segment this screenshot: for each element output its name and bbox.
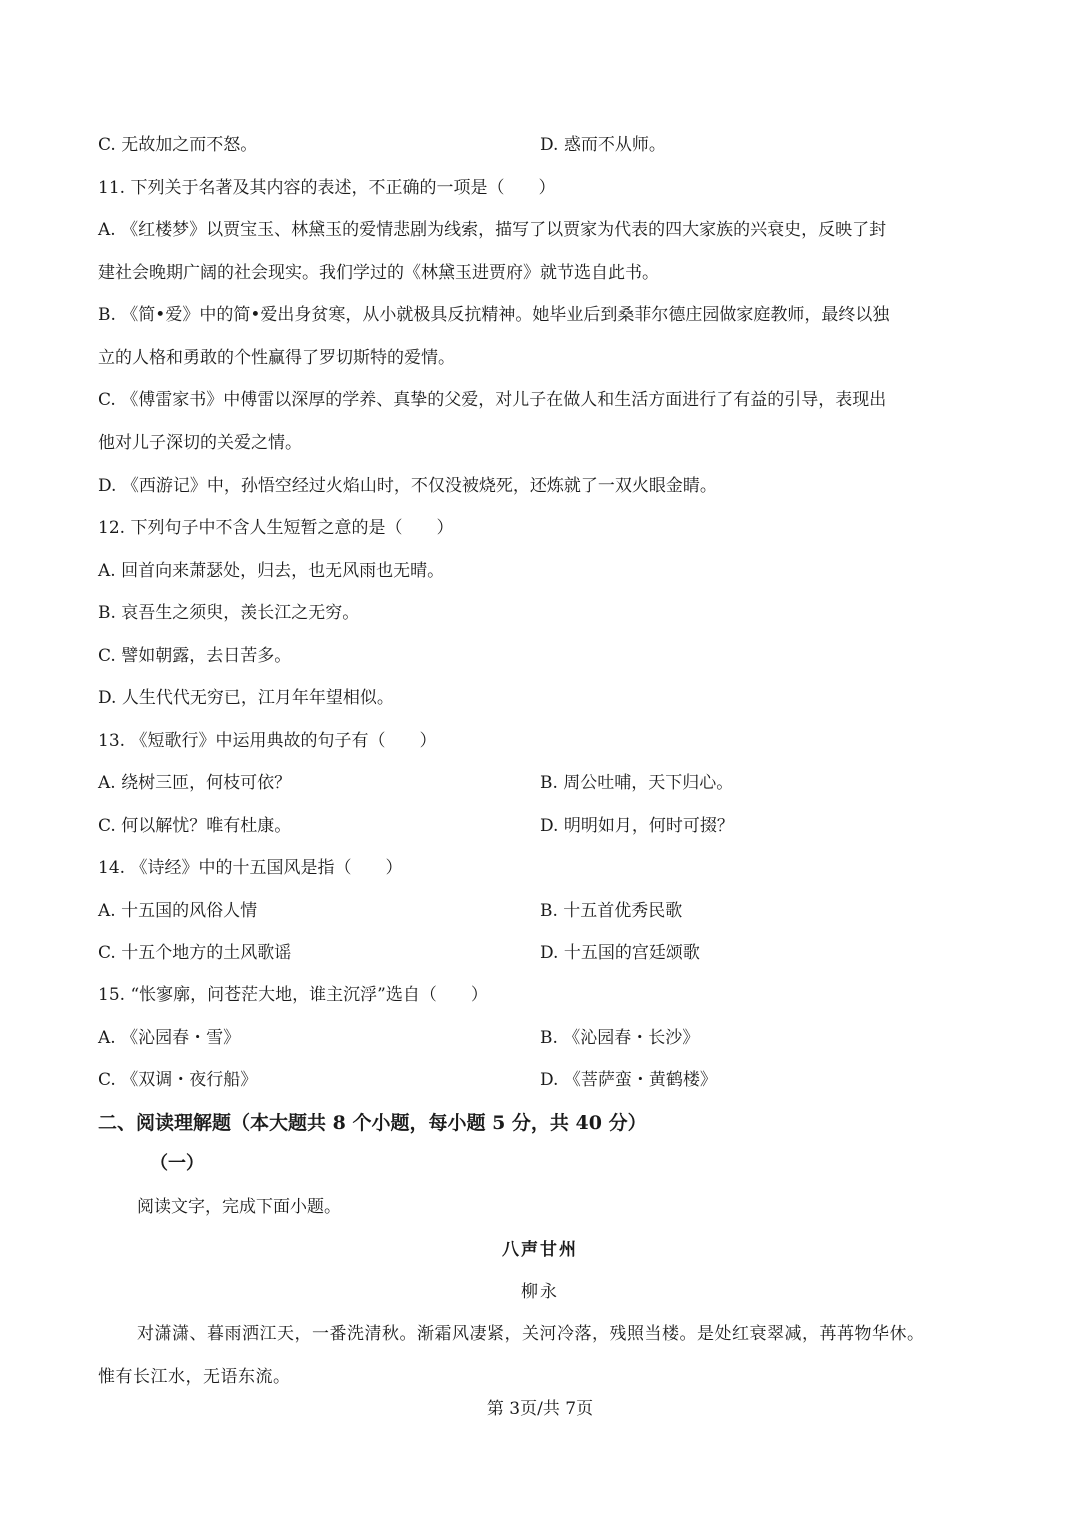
q11-stem: 11. 下列关于名著及其内容的表述，不正确的一项是（ ） bbox=[98, 178, 556, 198]
page-footer: 第 3页/共 7页 bbox=[486, 1399, 594, 1419]
poem-line-1: 对潇潇、暮雨洒江天，一番洗清秋。渐霜风凄紧，关河冷落，残照当楼。是处红衰翠减，苒苒物华休。 bbox=[137, 1324, 925, 1344]
q10-option-d: D. 惑而不从师。 bbox=[540, 135, 666, 155]
q11-option-a-line2: 建社会晚期广阔的社会现实。我们学过的《林黛玉进贾府》就节选自此书。 bbox=[98, 263, 659, 283]
q11-option-d: D. 《西游记》中，孙悟空经过火焰山时，不仅没被烧死，还炼就了一双火眼金睛。 bbox=[98, 476, 717, 496]
q12-option-a: A. 回首向来萧瑟处，归去，也无风雨也无晴。 bbox=[98, 561, 445, 581]
q11-option-c-line2: 他对儿子深切的关爱之情。 bbox=[98, 433, 302, 453]
reading-instruction: 阅读文字，完成下面小题。 bbox=[137, 1197, 341, 1217]
q13-option-c: C. 何以解忧？唯有杜康。 bbox=[98, 816, 292, 836]
section-2-heading: 二、阅读理解题（本大题共 8 个小题，每小题 5 分，共 40 分） bbox=[98, 1112, 647, 1134]
q14-option-a: A. 十五国的风俗人情 bbox=[98, 901, 258, 921]
q12-option-c: C. 譬如朝露，去日苦多。 bbox=[98, 646, 292, 666]
q14-stem: 14. 《诗经》中的十五国风是指（ ） bbox=[98, 858, 403, 878]
q13-stem: 13. 《短歌行》中运用典故的句子有（ ） bbox=[98, 731, 437, 751]
q13-option-a: A. 绕树三匝，何枝可依？ bbox=[98, 773, 292, 793]
q12-option-d: D. 人生代代无穷已，江月年年望相似。 bbox=[98, 688, 394, 708]
poem-author: 柳永 bbox=[521, 1282, 559, 1302]
q14-option-d: D. 十五国的宫廷颂歌 bbox=[540, 943, 700, 963]
q11-option-b-line2: 立的人格和勇敢的个性赢得了罗切斯特的爱情。 bbox=[98, 348, 455, 368]
q15-option-b: B. 《沁园春・长沙》 bbox=[540, 1028, 700, 1048]
q14-option-c: C. 十五个地方的土风歌谣 bbox=[98, 943, 292, 963]
q15-option-c: C. 《双调・夜行船》 bbox=[98, 1070, 258, 1090]
q11-option-b-line1: B. 《简•爱》中的简•爱出身贫寒，从小就极具反抗精神。她毕业后到桑菲尔德庄园做家庭教师，最终以独 bbox=[98, 305, 890, 325]
q11-option-a-line1: A. 《红楼梦》以贾宝玉、林黛玉的爱情悲剧为线索，描写了以贾家为代表的四大家族的兴衰史，反映了封 bbox=[98, 220, 887, 240]
q15-stem: 15. “怅寥廓，问苍茫大地，谁主沉浮”选自（ ） bbox=[98, 985, 488, 1005]
q13-option-b: B. 周公吐哺，天下归心。 bbox=[540, 773, 734, 793]
q12-stem: 12. 下列句子中不含人生短暂之意的是（ ） bbox=[98, 518, 454, 538]
q15-option-d: D. 《菩萨蛮・黄鹤楼》 bbox=[540, 1070, 717, 1090]
q14-option-b: B. 十五首优秀民歌 bbox=[540, 901, 683, 921]
q10-option-c: C. 无故加之而不怒。 bbox=[98, 135, 258, 155]
poem-line-2: 惟有长江水，无语东流。 bbox=[98, 1367, 291, 1387]
q12-option-b: B. 哀吾生之须臾，羡长江之无穷。 bbox=[98, 603, 360, 623]
q13-option-d: D. 明明如月，何时可掇？ bbox=[540, 816, 734, 836]
q11-option-c-line1: C. 《傅雷家书》中傅雷以深厚的学养、真挚的父爱，对儿子在做人和生活方面进行了有益的引导，表现出 bbox=[98, 390, 887, 410]
part-1-heading: （一） bbox=[150, 1153, 204, 1174]
q15-option-a: A. 《沁园春・雪》 bbox=[98, 1028, 241, 1048]
poem-title: 八声甘州 bbox=[502, 1240, 578, 1260]
